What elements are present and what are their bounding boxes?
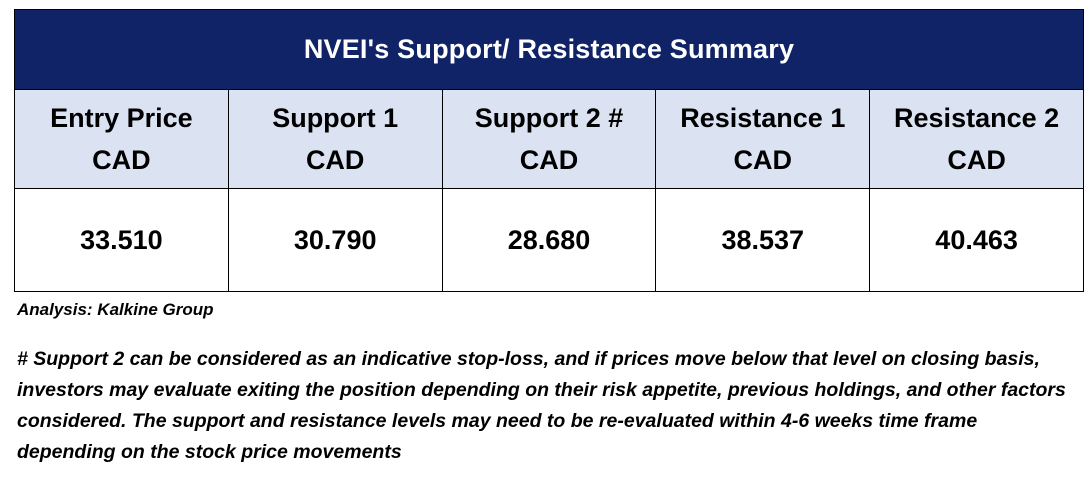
table-values-row (15, 189, 1084, 292)
header-label: Resistance 2 (894, 103, 1060, 133)
support-resistance-table (14, 9, 1084, 292)
value-resistance-2: 40.463 (870, 189, 1084, 292)
header-label: Support 2 # (474, 103, 624, 133)
header-resistance-1 (656, 90, 870, 189)
header-unit: CAD (733, 145, 793, 175)
header-unit: CAD (519, 145, 579, 175)
value-resistance-1: 38.537 (656, 189, 870, 292)
table-title-row (15, 10, 1084, 90)
value-support-2: 28.680 (442, 189, 656, 292)
table-header-row (15, 90, 1084, 189)
header-unit: CAD (305, 145, 365, 175)
value-support-1: 30.790 (228, 189, 442, 292)
header-label: Entry Price (50, 103, 193, 133)
table-title: NVEI's Support/ Resistance Summary (15, 10, 1084, 90)
header-label: Resistance 1 (680, 103, 846, 133)
header-entry-price (15, 90, 229, 189)
header-support-2 (442, 90, 656, 189)
header-unit: CAD (92, 145, 151, 175)
value-entry-price: 33.510 (15, 189, 229, 292)
header-unit: CAD (947, 145, 1006, 175)
header-support-1 (228, 90, 442, 189)
header-label: Support 1 (272, 103, 399, 133)
analysis-credit: Analysis: Kalkine Group (17, 300, 214, 319)
header-resistance-2 (870, 90, 1084, 189)
disclaimer-note: # Support 2 can be considered as an indicative stop-loss, and if prices move below that level on closing basis, investors may evaluate exiting the position depending on their risk appetite, previous holdings, and other factors considered. The support and resistance levels may need to be re-evaluated within 4-6 weeks time frame depending on the stock price movements (17, 348, 1066, 463)
